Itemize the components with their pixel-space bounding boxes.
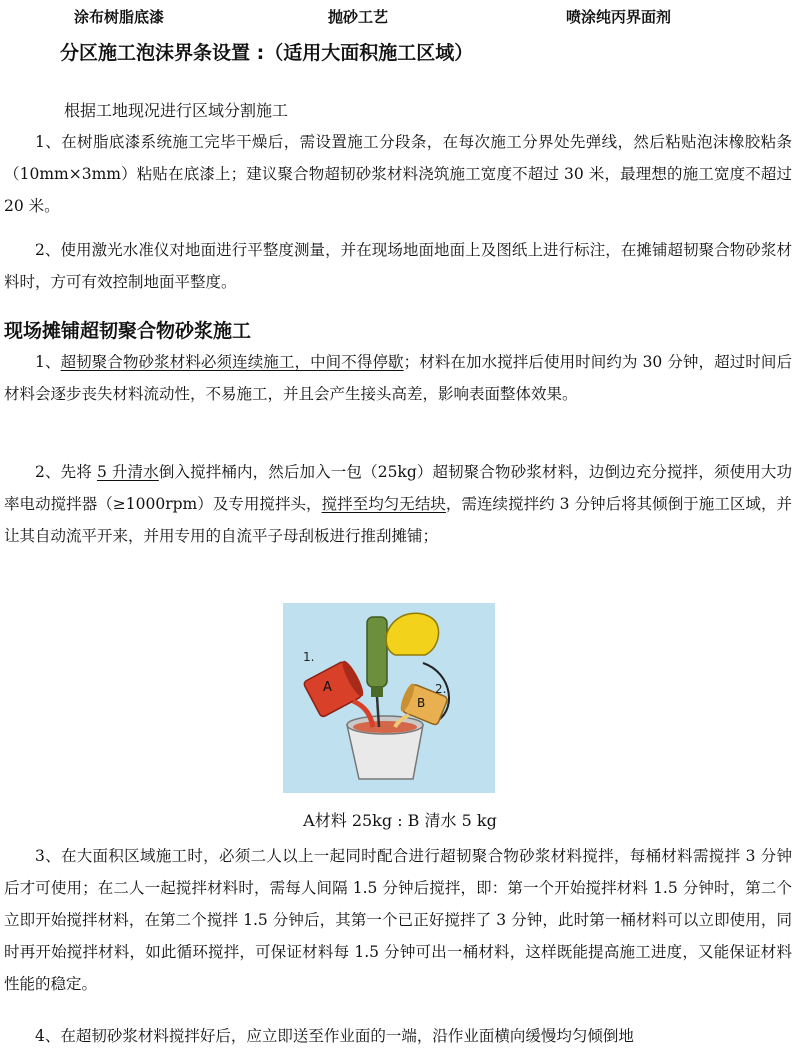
mixing-illustration — [283, 603, 495, 793]
figure-label-a: A — [323, 680, 332, 695]
paragraph-zoning-1: 1、在树脂底漆系统施工完毕干燥后，需设置施工分段条，在每次施工分界处先弹线，然后粘贴泡沫橡胶粘条（10mm×3mm）粘贴在底漆上；建议聚合物超韧砂浆材料浇筑施工宽度不超过 30 米，最理想的施工宽度不超过 20 米。 — [4, 133, 792, 215]
paragraph-mortar-3: 3、在大面积区域施工时，必须二人以上一起同时配合进行超韧聚合物砂浆材料搅拌，每桶材料需搅拌 3 分钟后才可使用；在二人一起搅拌材料时，需每人间隔 1.5 分钟后搅拌，即：第一个开始搅拌材料 1.5 分钟时，第二个立即开始搅拌材料，在第二个搅拌 1.5 分钟后，其第一个已正好搅拌了 3 分钟，此时第一桶材料可以立即使用，同时再开始搅拌材料，如此循环搅拌，可保证材料每 1.5 分钟可出一桶材料，这样既能提高施工进度，又能保证材料性能的稳定。 — [4, 847, 792, 993]
step-label-sanding: 抛砂工艺 — [328, 8, 389, 26]
paragraph-mortar-2: 2、先将 5 升清水倒入搅拌桶内，然后加入一包（25kg）超韧聚合物砂浆材料，边倒边充分搅拌，须使用大功率电动搅拌器（≥1000rpm）及专用搅拌头，搅拌至均匀无结块，需连续搅拌约 3 分钟后将其倾倒于施工区域，并让其自动流平开来，并用专用的自流平子母刮板进行推刮摊铺； — [4, 463, 792, 545]
step-label-resin-primer: 涂布树脂底漆 — [74, 8, 165, 26]
figure-label-1: 1. — [303, 650, 315, 664]
paragraph-zoning-2: 2、使用激光水准仪对地面进行平整度测量，并在现场地面地面上及图纸上进行标注，在摊铺超韧聚合物砂浆材料时，方可有效控制地面平整度。 — [4, 241, 792, 291]
paragraph-mortar-4: 4、在超韧砂浆材料搅拌好后，应立即送至作业面的一端，沿作业面横向缓慢均匀倾倒地 — [35, 1027, 634, 1045]
underlined-water-amount: 5 升清水 — [96, 463, 159, 481]
step-label-interface-agent: 喷涂纯丙界面剂 — [566, 8, 672, 26]
mixing-illustration-svg — [283, 603, 495, 793]
figure-caption: A材料 25kg : B 清水 5 kg — [303, 811, 497, 830]
mixer-chuck — [371, 687, 383, 697]
subheading-zoning: 根据工地现况进行区域分割施工 — [64, 101, 289, 120]
section-heading-zoning: 分区施工泡沫界条设置 :（适用大面积施工区域） — [60, 42, 474, 64]
figure-label-b: B — [417, 696, 426, 710]
underlined-continuous-note: 超韧聚合物砂浆材料必须连续施工，中间不得停歇 — [60, 353, 404, 371]
paragraph-mortar-1: 1、超韧聚合物砂浆材料必须连续施工，中间不得停歇；材料在加水搅拌后使用时间约为 30 分钟，超过时间后材料会逐步丧失材料流动性，不易施工，并且会产生接头高差，影响表面整体效果。 — [4, 353, 792, 403]
underlined-mix-until-smooth: 搅拌至均匀无结块 — [321, 495, 446, 513]
section-heading-mortar: 现场摊铺超韧聚合物砂浆施工 — [4, 320, 252, 342]
pail-mixture — [353, 721, 417, 733]
figure-label-2: 2. — [435, 682, 447, 696]
electric-mixer — [367, 617, 387, 687]
process-step-labels — [0, 6, 800, 30]
